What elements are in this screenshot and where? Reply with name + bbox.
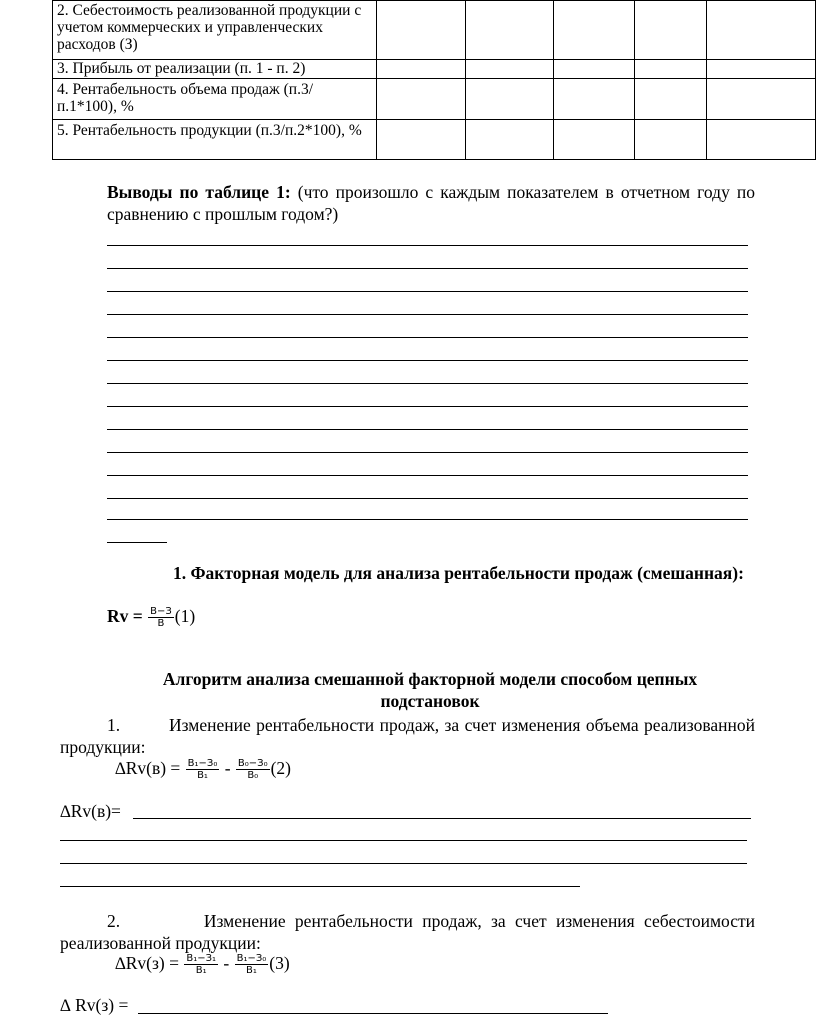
table-cell[interactable] <box>707 60 816 79</box>
answer-line[interactable] <box>107 475 748 476</box>
table-cell[interactable] <box>377 1 466 60</box>
formula-2 <box>115 758 291 781</box>
table-cell[interactable] <box>554 60 634 79</box>
table-cell[interactable] <box>634 120 707 160</box>
step-1-answer-line[interactable] <box>60 886 580 887</box>
formula-3-tag: (3) <box>269 953 290 973</box>
formula-3-lhs: ∆Rv(з) = <box>115 953 184 973</box>
fraction-denominator: В₁ <box>195 965 207 977</box>
answer-line[interactable] <box>107 268 748 269</box>
answer-line[interactable] <box>107 291 748 292</box>
fraction-denominator: В <box>157 618 165 630</box>
fraction-numerator: В₀−З₀ <box>237 758 268 770</box>
table-row <box>53 120 816 160</box>
table-cell[interactable] <box>466 79 554 120</box>
fraction-denominator: В₁ <box>245 965 257 977</box>
table-cell-label: 5. Рентабельность продукции (п.3/п.2*100), % <box>53 120 377 160</box>
answer-line[interactable] <box>107 245 748 246</box>
step-2-answer-label: ∆ Rv(з) = <box>60 995 129 1015</box>
step-1-answer-label: ∆Rv(в)= <box>60 801 121 821</box>
table-cell[interactable] <box>554 120 634 160</box>
step-2-answer-line[interactable] <box>138 1013 608 1014</box>
formula-3-fraction-2 <box>235 953 269 976</box>
table-cell[interactable] <box>634 60 707 79</box>
table-row <box>53 60 816 79</box>
formula-2-fraction-1 <box>186 758 220 781</box>
fraction-denominator: В₁ <box>197 770 208 782</box>
answer-line[interactable] <box>107 360 748 361</box>
model-heading: 1. Факторная модель для анализа рентабельности продаж (смешанная): <box>173 563 744 583</box>
formula-2-minus: - <box>220 758 235 778</box>
step-1-answer-line[interactable] <box>133 818 751 819</box>
fraction-numerator: В₁−З₀ <box>187 758 218 770</box>
table-cell[interactable] <box>466 60 554 79</box>
table-cell[interactable] <box>554 1 634 60</box>
answer-line[interactable] <box>107 406 748 407</box>
indicators-table <box>52 0 816 160</box>
answer-line[interactable] <box>107 429 748 430</box>
conclusions-prompt <box>107 181 755 225</box>
table-cell[interactable] <box>707 79 816 120</box>
formula-1-tag: (1) <box>174 606 196 626</box>
step-1-number: 1. <box>107 715 121 735</box>
formula-1 <box>107 606 195 629</box>
formula-1-fraction <box>148 606 174 629</box>
answer-line[interactable] <box>107 314 748 315</box>
answer-line[interactable] <box>107 337 748 338</box>
step-2-number: 2. <box>107 911 121 931</box>
formula-3-fraction-1 <box>184 953 218 976</box>
table-cell-label: 2. Себестоимость реализованной продукции с учетом коммерческих и управленческих расходов (З) <box>53 1 377 60</box>
formula-3 <box>115 953 290 976</box>
step-2-text <box>60 910 755 954</box>
table-cell[interactable] <box>634 79 707 120</box>
fraction-denominator: В₀ <box>247 770 259 782</box>
answer-line-short[interactable] <box>107 542 167 543</box>
table-cell[interactable] <box>707 1 816 60</box>
conclusions-label: Выводы по таблице 1: <box>107 182 291 202</box>
step-2-description: Изменение рентабельности продаж, за счет изменения себестоимости реализованной продукции: <box>60 911 755 953</box>
formula-2-fraction-2 <box>236 758 270 781</box>
step-1-text <box>60 714 755 758</box>
step-1-description: Изменение рентабельности продаж, за счет изменения объема реализованной продукции: <box>60 715 755 757</box>
fraction-numerator: В₁−З₁ <box>186 953 216 965</box>
conclusions-text: (что произошло с каждым показателем в отчетном году по сравнению с прошлым годом?) <box>107 182 755 224</box>
algorithm-heading: Алгоритм анализа смешанной факторной модели способом цепных подстановок <box>162 669 698 711</box>
table-cell[interactable] <box>707 120 816 160</box>
step-2-answer <box>60 995 128 1016</box>
step-1-answer-line[interactable] <box>60 863 747 864</box>
answer-line[interactable] <box>107 383 748 384</box>
formula-2-tag: (2) <box>270 758 291 778</box>
fraction-numerator: В−З <box>150 606 172 618</box>
formula-1-lhs: Rv = <box>107 606 148 626</box>
table-cell-label: 3. Прибыль от реализации (п. 1 - п. 2) <box>53 60 377 79</box>
answer-line[interactable] <box>107 519 748 520</box>
table-cell-label: 4. Рентабельность объема продаж (п.3/п.1*100), % <box>53 79 377 120</box>
table-cell[interactable] <box>554 79 634 120</box>
table-row <box>53 1 816 60</box>
table-cell[interactable] <box>466 120 554 160</box>
answer-line[interactable] <box>107 498 748 499</box>
table-cell[interactable] <box>377 60 466 79</box>
table-row <box>53 79 816 120</box>
fraction-numerator: В₁−З₀ <box>236 953 267 965</box>
answer-line[interactable] <box>107 452 748 453</box>
table-cell[interactable] <box>377 120 466 160</box>
table-cell[interactable] <box>634 1 707 60</box>
formula-3-minus: - <box>219 953 234 973</box>
table-cell[interactable] <box>377 79 466 120</box>
formula-2-lhs: ∆Rv(в) = <box>115 758 185 778</box>
step-1-answer-line[interactable] <box>60 840 747 841</box>
table-cell[interactable] <box>466 1 554 60</box>
